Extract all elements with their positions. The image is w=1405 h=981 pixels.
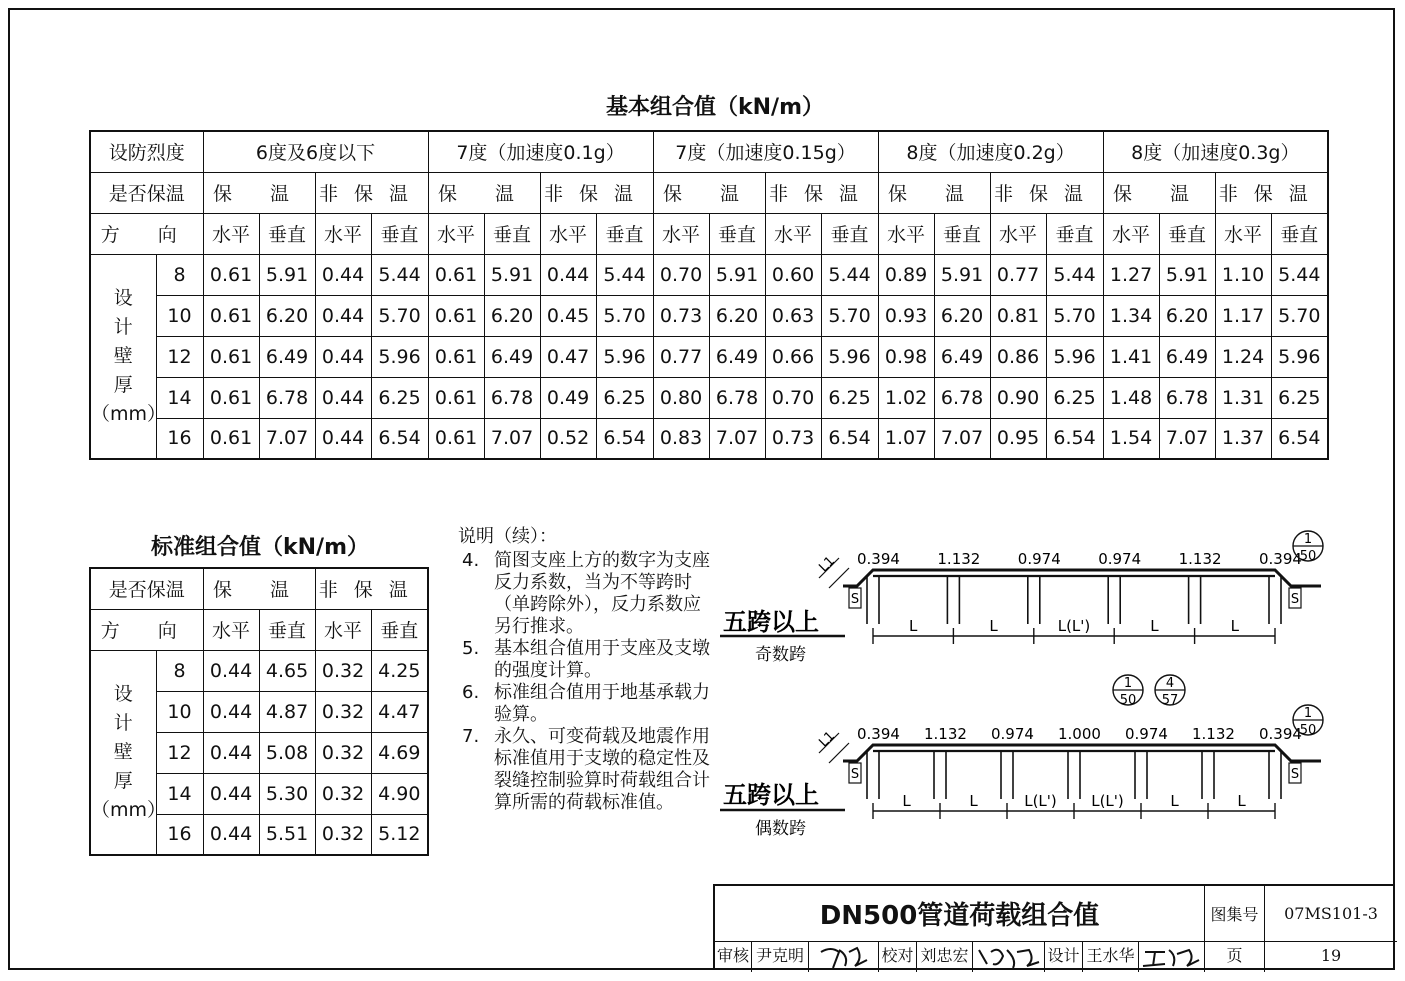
load-value: 6.49 (1159, 336, 1215, 377)
reaction-coefficient: 0.974 (991, 725, 1034, 743)
load-value: 5.91 (1159, 254, 1215, 295)
s-mark: S (1290, 592, 1300, 607)
load-value: 6.25 (596, 377, 653, 418)
intensity-7-015: 7度（加速度0.15g） (653, 131, 878, 172)
load-value: 0.80 (653, 377, 709, 418)
table-row (90, 336, 1328, 377)
standard-table-title: 标准组合值（kN/m） (150, 535, 369, 560)
load-value: 0.44 (203, 814, 259, 855)
non-insulated: 非保温 (315, 568, 428, 609)
dir-horizontal: 水平 (878, 213, 934, 254)
s-mark: S (1290, 767, 1300, 782)
load-value: 5.70 (1046, 295, 1103, 336)
wall-thickness-label-part: （mm） (91, 402, 167, 425)
load-value: 5.96 (821, 336, 878, 377)
reviewer-name: 尹克明 (752, 942, 809, 972)
load-value: 1.31 (1215, 377, 1271, 418)
load-value: 0.47 (540, 336, 596, 377)
load-value: 0.61 (428, 295, 484, 336)
intensity-8-03: 8度（加速度0.3g） (1103, 131, 1328, 172)
even-span-diagram (720, 675, 1323, 839)
dir-horizontal: 水平 (428, 213, 484, 254)
load-value: 5.30 (259, 773, 315, 814)
support-pier (1189, 576, 1201, 624)
load-value: 0.89 (878, 254, 934, 295)
insulated: 保 温 (203, 568, 315, 609)
atlas-label: 图集号 (1205, 886, 1265, 942)
wall-thickness-label-part: 设 (113, 286, 133, 309)
load-value: 0.32 (315, 814, 371, 855)
load-value: 0.44 (203, 732, 259, 773)
load-value: 0.44 (315, 254, 371, 295)
detail-reference (1155, 675, 1185, 708)
s-mark: S (850, 767, 860, 782)
load-value: 0.61 (203, 377, 259, 418)
load-value: 0.90 (990, 377, 1046, 418)
load-value: 0.44 (540, 254, 596, 295)
load-value: 0.61 (428, 377, 484, 418)
basic-table-body (90, 254, 1328, 459)
load-value: 0.70 (765, 377, 821, 418)
reaction-coefficient: 1.132 (1192, 725, 1235, 743)
basic-table-title: 基本组合值（kN/m） (605, 95, 824, 120)
load-value: 4.65 (259, 650, 315, 691)
load-value: 5.70 (371, 295, 428, 336)
dir-vertical: 垂直 (484, 213, 540, 254)
wall-thickness-label (90, 650, 167, 855)
span-label: L (1170, 792, 1179, 810)
load-value: 5.44 (371, 254, 428, 295)
dir-vertical: 垂直 (1271, 213, 1328, 254)
load-value: 5.51 (259, 814, 315, 855)
load-value: 0.61 (428, 254, 484, 295)
dir-horizontal: 水平 (203, 609, 259, 650)
intensity-8-02: 8度（加速度0.2g） (878, 131, 1103, 172)
support-pier (934, 751, 946, 799)
reaction-coefficient: 1.132 (1178, 550, 1222, 568)
table-row (90, 254, 1328, 295)
load-value: 0.98 (878, 336, 934, 377)
reviewer-signature (809, 942, 879, 972)
span-label: L (902, 792, 911, 810)
notes-block (458, 526, 716, 814)
load-value: 5.91 (484, 254, 540, 295)
header-direction: 方 向 (90, 213, 203, 254)
wall-thickness-label-part: （mm） (91, 798, 167, 821)
load-value: 6.25 (821, 377, 878, 418)
drawing-name: DN500管道荷载组合值 (715, 886, 1205, 942)
span-label: L (1150, 617, 1159, 635)
span-label: L(L') (1057, 617, 1091, 635)
load-value: 7.07 (484, 418, 540, 459)
load-value: 0.61 (203, 295, 259, 336)
load-value: 0.32 (315, 691, 371, 732)
load-value: 0.63 (765, 295, 821, 336)
load-value: 0.44 (315, 295, 371, 336)
load-value: 1.10 (1215, 254, 1271, 295)
load-value: 0.49 (540, 377, 596, 418)
load-value: 6.54 (1271, 418, 1328, 459)
load-value: 0.66 (765, 336, 821, 377)
load-value: 7.07 (709, 418, 765, 459)
load-value: 1.02 (878, 377, 934, 418)
even-diagram-subtitle: 偶数跨 (755, 819, 806, 839)
load-value: 1.17 (1215, 295, 1271, 336)
notes-heading: 说明（续）： (458, 526, 557, 547)
load-value: 0.86 (990, 336, 1046, 377)
load-value: 5.44 (1046, 254, 1103, 295)
detail-ref-sheet: 50 (1299, 723, 1317, 738)
page-number: 19 (1320, 946, 1342, 965)
load-value: 6.20 (259, 295, 315, 336)
load-value: 5.96 (596, 336, 653, 377)
non-insulated: 非保温 (765, 172, 878, 213)
detail-ref-sheet: 50 (1299, 549, 1317, 564)
load-value: 0.44 (203, 650, 259, 691)
basic-combination-table (89, 130, 1329, 460)
load-value: 6.20 (934, 295, 990, 336)
reaction-coefficient: 0.394 (857, 550, 900, 568)
load-value: 5.08 (259, 732, 315, 773)
load-value: 6.49 (709, 336, 765, 377)
wall-thickness-label-part: 厚 (113, 769, 133, 792)
load-value: 0.61 (203, 336, 259, 377)
support-pier (1068, 751, 1080, 799)
load-value: 0.61 (203, 254, 259, 295)
load-value: 5.12 (371, 814, 428, 855)
wall-thickness-label (90, 254, 167, 459)
page-label: 页 (1205, 942, 1265, 972)
support-pier (1028, 576, 1040, 624)
load-value: 1.27 (1103, 254, 1159, 295)
load-value: 6.20 (1159, 295, 1215, 336)
support-pier (1202, 751, 1214, 799)
load-value: 6.78 (709, 377, 765, 418)
load-value: 5.91 (934, 254, 990, 295)
thickness-value: 12 (156, 336, 203, 377)
load-value: 6.25 (1046, 377, 1103, 418)
thickness-value: 10 (156, 295, 203, 336)
intensity-7-01: 7度（加速度0.1g） (428, 131, 653, 172)
odd-diagram-subtitle: 奇数跨 (755, 645, 806, 665)
load-value: 1.37 (1215, 418, 1271, 459)
thickness-value: 8 (156, 254, 203, 295)
load-value: 6.54 (1046, 418, 1103, 459)
dir-vertical: 垂直 (371, 213, 428, 254)
load-value: 6.20 (709, 295, 765, 336)
load-value: 6.54 (821, 418, 878, 459)
intensity-6: 6度及6度以下 (203, 131, 428, 172)
load-value: 0.60 (765, 254, 821, 295)
load-value: 1.48 (1103, 377, 1159, 418)
load-value: 5.96 (1046, 336, 1103, 377)
note-item: 4. 简图支座上方的数字为支座反力系数，当为不等跨时（单跨除外），反力系数应另行推求。 (462, 550, 710, 637)
load-value: 0.93 (878, 295, 934, 336)
reaction-coefficient: 0.974 (1125, 725, 1168, 743)
wall-thickness-label-part: 厚 (113, 373, 133, 396)
load-value: 5.96 (1271, 336, 1328, 377)
dir-vertical: 垂直 (371, 609, 428, 650)
load-value: 6.54 (596, 418, 653, 459)
detail-ref-number: 1 (1123, 676, 1133, 691)
insulated: 保 温 (203, 172, 315, 213)
note-item: 6. 标准组合值用于地基承载力验算。 (462, 682, 710, 725)
load-value: 5.44 (596, 254, 653, 295)
dir-horizontal: 水平 (315, 609, 371, 650)
dir-horizontal: 水平 (315, 213, 371, 254)
load-value: 4.69 (371, 732, 428, 773)
load-value: 0.83 (653, 418, 709, 459)
header-direction: 方 向 (90, 609, 203, 650)
table-row (90, 295, 1328, 336)
load-value: 1.41 (1103, 336, 1159, 377)
dir-vertical: 垂直 (259, 213, 315, 254)
thickness-value: 14 (156, 773, 203, 814)
load-value: 0.44 (315, 377, 371, 418)
wall-thickness-label-part: 计 (113, 711, 133, 734)
load-value: 0.44 (315, 336, 371, 377)
wall-thickness-label-part: 壁 (113, 740, 133, 763)
insulated: 保 温 (428, 172, 540, 213)
reaction-coefficient: 0.394 (1259, 725, 1302, 743)
support-pier (867, 751, 879, 799)
thickness-value: 14 (156, 377, 203, 418)
standard-table-body (90, 650, 428, 855)
odd-span-diagram (720, 531, 1323, 665)
detail-ref-number: 1 (1303, 706, 1313, 721)
designer-name: 王水华 (1083, 942, 1139, 972)
load-value: 6.54 (371, 418, 428, 459)
dir-horizontal: 水平 (203, 213, 259, 254)
support-pier (867, 576, 879, 624)
load-value: 0.81 (990, 295, 1046, 336)
non-insulated: 非保温 (540, 172, 653, 213)
direction-row (90, 213, 1328, 254)
atlas-number: 07MS101-3 (1265, 886, 1397, 942)
thickness-value: 8 (156, 650, 203, 691)
load-value: 6.78 (1159, 377, 1215, 418)
support-pier (1269, 576, 1281, 624)
load-value: 0.95 (990, 418, 1046, 459)
load-value: 4.87 (259, 691, 315, 732)
load-value: 5.44 (821, 254, 878, 295)
load-value: 0.73 (653, 295, 709, 336)
support-diagrams (715, 527, 1345, 847)
table-row (90, 418, 1328, 459)
wall-thickness-label-part: 计 (113, 315, 133, 338)
detail-ref-number: 1 (1303, 532, 1313, 547)
reaction-coefficient: 0.974 (1098, 550, 1142, 568)
span-label: L(L') (1024, 792, 1057, 810)
check-label: 校对 (879, 942, 917, 972)
load-value: 0.77 (990, 254, 1046, 295)
non-insulated: 非保温 (315, 172, 428, 213)
dir-vertical: 垂直 (259, 609, 315, 650)
insulated: 保 温 (1103, 172, 1215, 213)
load-value: 6.78 (259, 377, 315, 418)
support-pier (1001, 751, 1013, 799)
load-value: 0.32 (315, 650, 371, 691)
load-value: 1.54 (1103, 418, 1159, 459)
load-value: 6.78 (484, 377, 540, 418)
detail-reference (1113, 675, 1143, 708)
header-intensity: 设防烈度 (90, 131, 203, 172)
dir-vertical: 垂直 (596, 213, 653, 254)
wall-thickness-label-part: 设 (113, 682, 133, 705)
reaction-coefficient: 0.974 (1017, 550, 1061, 568)
odd-diagram-title: 五跨以上 (723, 608, 819, 636)
dir-horizontal: 水平 (1215, 213, 1271, 254)
load-value: 0.44 (203, 691, 259, 732)
load-value: 0.61 (428, 418, 484, 459)
dir-horizontal: 水平 (765, 213, 821, 254)
load-value: 0.32 (315, 773, 371, 814)
load-value: 6.25 (371, 377, 428, 418)
dir-vertical: 垂直 (1046, 213, 1103, 254)
dir-vertical: 垂直 (934, 213, 990, 254)
detail-ref-number: 4 (1165, 676, 1175, 691)
load-value: 5.91 (259, 254, 315, 295)
load-value: 5.70 (821, 295, 878, 336)
review-label: 审核 (715, 942, 752, 972)
span-label: L (969, 792, 978, 810)
load-value: 1.24 (1215, 336, 1271, 377)
table-row (90, 650, 428, 691)
load-value: 6.49 (934, 336, 990, 377)
load-value: 1.34 (1103, 295, 1159, 336)
load-value: 7.07 (934, 418, 990, 459)
span-label: L (1237, 792, 1246, 810)
non-insulated: 非保温 (1215, 172, 1328, 213)
load-value: 0.44 (203, 773, 259, 814)
dir-horizontal: 水平 (1103, 213, 1159, 254)
load-value: 0.61 (203, 418, 259, 459)
reaction-coefficient: 0.394 (857, 725, 900, 743)
note-item: 5. 基本组合值用于支座及支墩的强度计算。 (462, 638, 710, 681)
thickness-value: 12 (156, 732, 203, 773)
load-value: 4.25 (371, 650, 428, 691)
non-insulated: 非保温 (990, 172, 1103, 213)
detail-ref-sheet: 50 (1119, 693, 1137, 708)
load-value: 1.07 (878, 418, 934, 459)
dir-horizontal: 水平 (653, 213, 709, 254)
designer-signature (1139, 942, 1205, 972)
load-value: 5.96 (371, 336, 428, 377)
l1-label: L1 (816, 553, 838, 576)
load-value: 5.70 (596, 295, 653, 336)
dir-horizontal: 水平 (990, 213, 1046, 254)
support-pier (1108, 576, 1120, 624)
load-value: 5.91 (709, 254, 765, 295)
l1-label: L1 (816, 728, 838, 751)
table-row (90, 377, 1328, 418)
load-value: 6.49 (484, 336, 540, 377)
dir-vertical: 垂直 (709, 213, 765, 254)
reaction-coefficient: 0.394 (1259, 550, 1302, 568)
reaction-coefficient: 1.000 (1058, 725, 1101, 743)
reaction-coefficient: 1.132 (937, 550, 981, 568)
support-pier (1269, 751, 1281, 799)
reaction-coefficient: 1.132 (924, 725, 967, 743)
header-insulation: 是否保温 (90, 568, 203, 609)
span-label: L (909, 617, 918, 635)
s-mark: S (850, 592, 860, 607)
detail-ref-sheet: 57 (1161, 693, 1179, 708)
load-value: 7.07 (259, 418, 315, 459)
thickness-value: 16 (156, 418, 203, 459)
load-value: 0.52 (540, 418, 596, 459)
load-value: 0.45 (540, 295, 596, 336)
dir-vertical: 垂直 (1159, 213, 1215, 254)
load-value: 0.77 (653, 336, 709, 377)
span-label: L (1230, 617, 1239, 635)
load-value: 0.61 (428, 336, 484, 377)
dir-vertical: 垂直 (821, 213, 878, 254)
load-value: 6.78 (934, 377, 990, 418)
note-item: 7. 永久、可变荷载及地震作用标准值用于支墩的稳定性及裂缝控制验算时荷载组合计算所需的荷载标准值。 (462, 726, 710, 813)
checker-signature (973, 942, 1045, 972)
load-value: 6.20 (484, 295, 540, 336)
even-diagram-title: 五跨以上 (723, 781, 819, 809)
load-value: 5.44 (1271, 254, 1328, 295)
span-label: L (989, 617, 998, 635)
checker-name: 刘忠宏 (917, 942, 973, 972)
insulated: 保 温 (878, 172, 990, 213)
load-value: 6.25 (1271, 377, 1328, 418)
header-insulation: 是否保温 (90, 172, 203, 213)
standard-combination-table (89, 567, 429, 856)
load-value: 5.70 (1271, 295, 1328, 336)
load-value: 0.70 (653, 254, 709, 295)
load-value: 0.32 (315, 732, 371, 773)
load-value: 0.44 (315, 418, 371, 459)
dir-horizontal: 水平 (540, 213, 596, 254)
thickness-value: 16 (156, 814, 203, 855)
wall-thickness-label-part: 壁 (113, 344, 133, 367)
span-label: L(L') (1091, 792, 1124, 810)
load-value: 6.49 (259, 336, 315, 377)
load-value: 7.07 (1159, 418, 1215, 459)
support-pier (1135, 751, 1147, 799)
load-value: 0.73 (765, 418, 821, 459)
support-pier (947, 576, 959, 624)
insulated: 保 温 (653, 172, 765, 213)
load-value: 4.47 (371, 691, 428, 732)
title-block (713, 884, 1395, 970)
design-label: 设计 (1045, 942, 1083, 972)
load-value: 4.90 (371, 773, 428, 814)
thickness-value: 10 (156, 691, 203, 732)
